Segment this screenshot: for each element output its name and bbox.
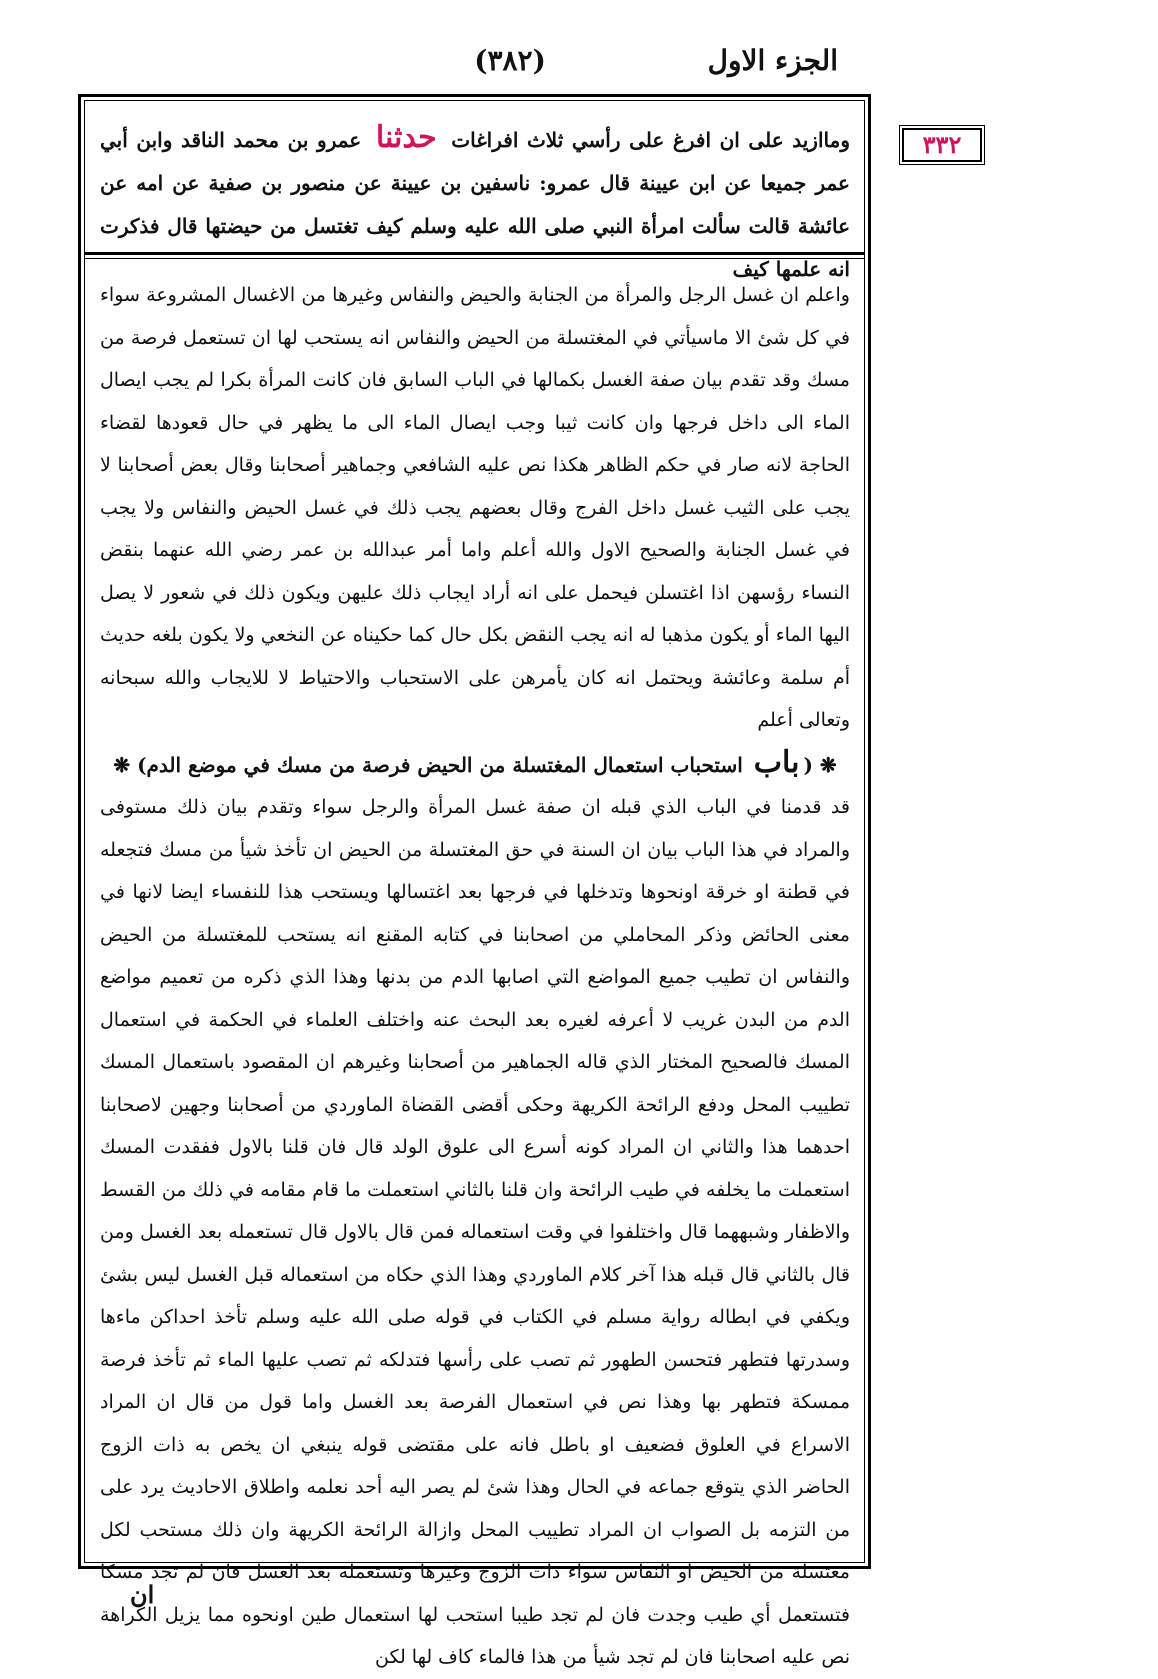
chapter-title: استحباب استعمال المغتسلة من الحيض فرصة من مسك في موضع الدم) ❋ xyxy=(113,752,743,777)
page-header-part: الجزء الاول xyxy=(707,44,838,77)
haddathana-keyword: حدثنا xyxy=(375,120,437,155)
hadith-text xyxy=(100,116,850,281)
hadith-text-after: عمرو بن محمد الناقد وابن أبي عمر جميعا عن ابن عيينة قال عمرو: ناسفين بن عيينة عن منصور بن صفية عن امه عن عائشة قالت سألت امرأة النبي صلى الله عليه وسلم كيف تغتسل من حيضتها قال فذكرت انه علمها كيف xyxy=(100,128,850,281)
chapter-word: باب xyxy=(753,744,800,780)
hadith-number-box: ٣٣٢ xyxy=(902,128,982,162)
chapter-heading xyxy=(100,742,850,787)
commentary-text xyxy=(100,274,851,1668)
footer-catchword: ان xyxy=(130,1580,155,1609)
commentary-paragraph: واعلم ان غسل الرجل والمرأة من الجنابة والحيض والنفاس وغيرها من الاغسال المشروعة سواء في كل شئ الا ماسيأتي في المغتسلة من الحيض والنفاس انه يستحب لها ان تستعمل فرصة من مسك وقد تقدم بيان صفة الغسل بكمالها في الباب السابق فان كانت المرأة بكرا لم يجب ايصال الماء الى داخل فرجها وان كانت ثيبا وجب ايصال الماء الى ما يظهر في حال قعودها لقضاء الحاجة لانه صار في حكم الظاهر هكذا نص عليه الشافعي وجماهير أصحابنا وقال بعض أصحابنا لا يجب على الثيب غسل داخل الفرج وقال بعضهم يجب ذلك في غسل الحيض والنفاس ولا يجب في غسل الجنابة والصحيح الاول والله أعلم واما أمر عبدالله بن عمر رضي الله عنهما بنقض النساء رؤسهن اذا اغتسلن فيحمل على انه أراد ايجاب ذلك عليهن ويكون ذلك في شعور لا يصل اليها الماء أو يكون مذهبا له انه يجب النقض بكل حال كما حكيناه عن النخعي ولا يكون بلغه حديث أم سلمة وعائشة ويحتمل انه كان يأمرهن على الاستحباب والاحتياط لا للايجاب والله سبحانه وتعالى أعلم xyxy=(100,284,850,731)
commentary-paragraph: قد قدمنا في الباب الذي قبله ان صفة غسل المرأة والرجل سواء وتقدم بيان ذلك مستوفى والمراد في هذا الباب بيان ان السنة في حق المغتسلة من الحيض ان تأخذ شيأ من مسك فتجعله في قطنة او خرقة اونحوها وتدخلها في فرجها بعد اغتسالها ويستحب هذا للنفساء ايضا لانها في معنى الحائض وذكر المحاملي من اصحابنا في كتابه المقنع انه يستحب للمغتسلة من الحيض والنفاس ان تطيب جميع المواضع التي اصابها الدم من بدنها وهذا الذي ذكره من تعميم مواضع الدم من البدن غريب لا أعرفه لغيره بعد البحث عنه واختلف العلماء في الحكمة في استعمال المسك فالصحيح المختار الذي قاله الجماهير من أصحابنا وغيرهم ان المقصود باستعمال المسك تطييب المحل ودفع الرائحة الكريهة وحكى أقضى القضاة الماوردي من أصحابنا وجهين لاصحابنا احدهما هذا والثاني ان المراد كونه أسرع الى علوق الولد قال فان قلنا بالاول ففقدت المسك استعملت ما يخلفه في طيب الرائحة وان قلنا بالثاني استعملت ما قام مقامه في ذلك من القسط والاظفار وشبههما قال واختلفوا في وقت استعماله فمن قال بالاول قال تستعمله بعد الغسل ومن قال بالثاني قال قبله هذا آخر كلام الماوردي وهذا الذي حكاه من استعماله قبل الغسل ليس بشئ ويكفي في ابطاله رواية مسلم في الكتاب في قوله صلى الله عليه وسلم تأخذ احداكن ماءها وسدرتها فتطهر فتحسن الطهور ثم تصب على رأسها فتدلكه ثم تصب عليها الماء ثم تأخذ فرصة ممسكة فتطهر بها وهذا نص في استعمال الفرصة بعد الغسل واما قول من قال ان المراد الاسراع في العلوق فضعيف او باطل فانه على مقتضى قوله ينبغي ان يخص به ذات الزوج الحاضر الذي يتوقع جماعه في الحال وهذا شئ لم يصر اليه أحد نعلمه واطلاق الاحاديث يرد على من التزمه بل الصواب ان المراد تطييب المحل وازالة الرائحة الكريهة وان ذلك مستحب لكل مغتسلة من الحيض او النفاس سواء ذات الزوج وغيرها وتستعمله بعد الغسل فان لم تجد مسكا فتستعمل أي طيب وجدت فان لم تجد طيبا استحب لها استعمال طين اونحوه مما يزيل الكراهة نص عليه اصحابنا فان لم تجد شيأ من هذا فالماء كاف لها لكن xyxy=(100,796,851,1668)
chapter-heading-prefix: ❋ ( xyxy=(803,752,837,777)
hadith-text-before: وماازيد على ان افرغ على رأسي ثلاث افراغات xyxy=(451,128,850,152)
page-number: (٣٨٢) xyxy=(474,44,546,77)
